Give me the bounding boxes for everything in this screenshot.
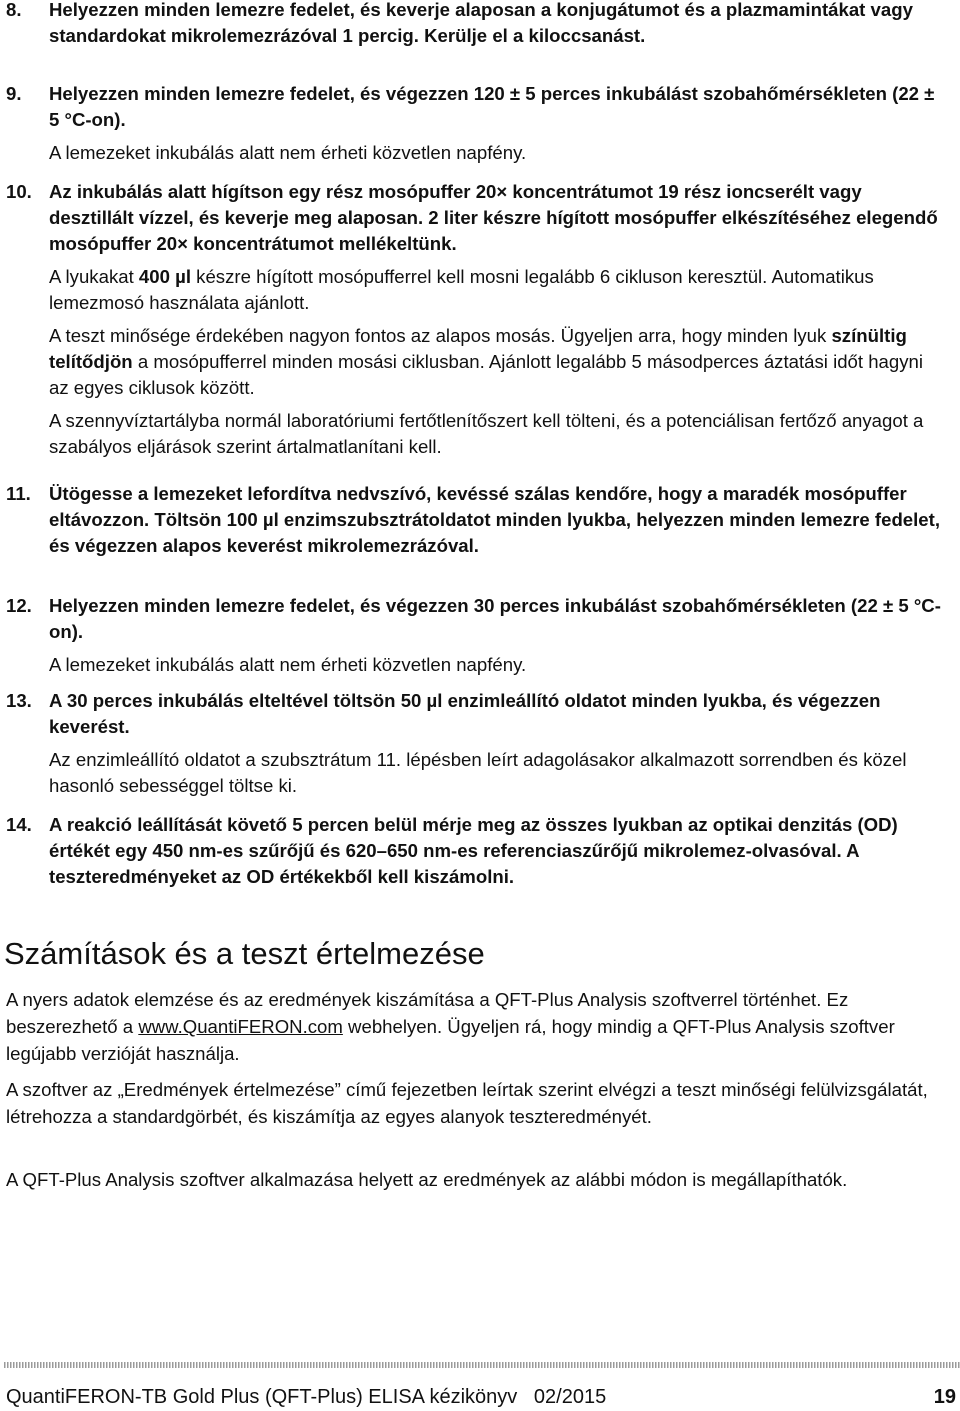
text-run: a mosópufferrel minden mosási ciklusban. Ajánlott legalább 5 másodperces áztatási időt hagyni az egyes ciklusok között. (49, 351, 923, 398)
step-instruction: Helyezzen minden lemezre fedelet, és keverje alaposan a konjugátumot és a plazmamintákat vagy standardokat mikrolemezrázóval 1 percig. Kerülje el a kiloccsanást. (49, 0, 913, 46)
step-note: A lemezeket inkubálás alatt nem érheti közvetlen napfény. (49, 142, 527, 163)
step-number: 12. (6, 595, 32, 616)
step-instruction: Helyezzen minden lemezre fedelet, és végezzen 30 perces inkubálást szobahőmérsékleten (22 ± 5 °C-on). (49, 595, 941, 642)
text-run-bold: színültig telítődjön (49, 325, 907, 372)
footer-divider (4, 1362, 960, 1368)
step-9 (6, 81, 946, 166)
section-paragraph-analysis: A szoftver az „Eredmények értelmezése” című fejezetben leírtak szerint elvégzi a teszt minőségi felülvizsgálatát, létrehozza a standardgörbét, és kiszámítja az egyes alanyok teszteredményét. (6, 1079, 928, 1127)
step-instruction: Helyezzen minden lemezre fedelet, és végezzen 120 ± 5 perces inkubálást szobahőmérsékleten (22 ± 5 °C-on). (49, 83, 935, 130)
text-run: A teszt minősége érdekében nagyon fontos az alapos mosás. Ügyeljen arra, hogy minden lyuk (49, 325, 832, 346)
step-instruction: Az inkubálás alatt hígítson egy rész mosópuffer 20× koncentrátumot 19 rész ioncserélt vagy desztillált vízzel, és keverje meg alaposan. 2 liter készre hígított mosópuffer elkészítéséhez elegendő mosópuffer 20× koncentrátumot mellékeltünk. (49, 181, 938, 254)
text-run-bold: 400 µl (138, 266, 191, 287)
step-number: 8. (6, 0, 22, 20)
footer-document-title: QuantiFERON-TB Gold Plus (QFT-Plus) ELISA kézikönyv 02/2015 (6, 1386, 607, 1408)
step-14 (6, 812, 946, 890)
text-run: webhelyen. Ügyeljen rá, hogy mindig a QFT-Plus Analysis szoftver legújabb verzióját használja. (6, 1016, 895, 1064)
step-11 (6, 481, 946, 559)
text-run: készre hígított mosópufferrel kell mosni legalább 6 cikluson keresztül. Automatikus lemezmosó használata ajánlott. (49, 266, 874, 313)
step-number: 10. (6, 181, 32, 202)
step-note: A lemezeket inkubálás alatt nem érheti közvetlen napfény. (49, 654, 527, 675)
step-12 (6, 593, 946, 678)
text-run: A lyukakat (49, 266, 139, 287)
step-13 (6, 688, 946, 799)
step-note: Az enzimleállító oldatot a szubsztrátum 11. lépésben leírt adagolásakor alkalmazott sorrendben és közel hasonló sebességgel töltse ki. (49, 749, 907, 796)
step-8 (6, 0, 946, 49)
section-paragraph-software (6, 986, 936, 1067)
step-number: 14. (6, 814, 32, 835)
step-10 (6, 179, 946, 460)
website-link[interactable]: www.QuantiFERON.com (138, 1016, 343, 1037)
step-number: 11. (6, 483, 31, 504)
section-paragraph-alternative: A QFT-Plus Analysis szoftver alkalmazása helyett az eredmények az alábbi módon is megállapíthatók. (6, 1169, 848, 1190)
step-paragraph-wash-quality (49, 323, 946, 401)
section-title: Számítások és a teszt értelmezése (4, 936, 485, 971)
step-instruction: A 30 perces inkubálás elteltével töltsön 50 µl enzimleállító oldatot minden lyukba, és végezzen keverést. (49, 690, 881, 737)
step-number: 13. (6, 690, 32, 711)
step-paragraph-waste: A szennyvíztartályba normál laboratóriumi fertőtlenítőszert kell tölteni, és a potenciálisan fertőző anyagot a szabályos eljárások szerint ártalmatlanítani kell. (49, 410, 924, 457)
step-number: 9. (6, 83, 22, 104)
step-instruction: Ütögesse a lemezeket lefordítva nedvszívó, kevéssé szálas kendőre, hogy a maradék mosópuffer eltávozzon. Töltsön 100 µl enzimszubsztrátoldatot minden lyukba, helyezzen minden lemezre fedelet, és végezzen alapos keverést mikrolemezrázóval. (49, 483, 941, 556)
footer-page-number: 19 (933, 1386, 956, 1408)
text-run: A nyers adatok elemzése és az eredmények kiszámítása a QFT-Plus Analysis szoftverrel történhet. Ez beszerezhető a (6, 989, 849, 1037)
step-paragraph-wash-volume (49, 264, 946, 316)
step-instruction: A reakció leállítását követő 5 percen belül mérje meg az összes lyukban az optikai denzitás (OD) értékét egy 450 nm-es szűrőjű és 620–650 nm-es referenciaszűrőjű mikrolemez-olvasóval. A teszteredményeket az OD értékekből kell kiszámolni. (49, 814, 898, 887)
